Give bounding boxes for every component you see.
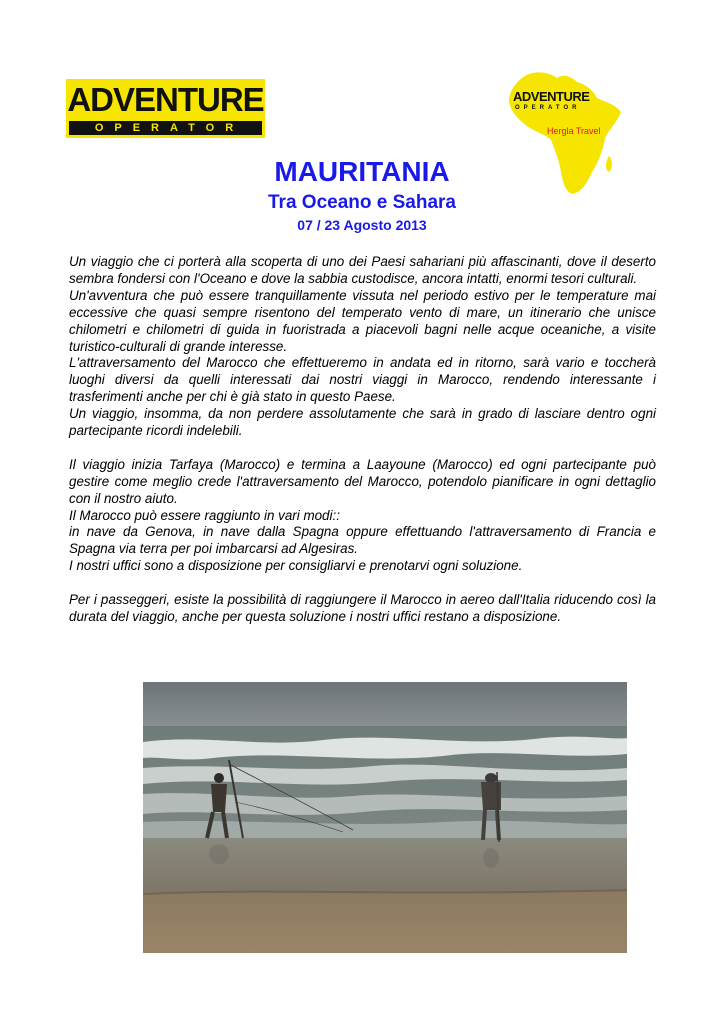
paragraph: Per i passeggeri, esiste la possibilità di raggiungere il Marocco in aereo dall'Italia riducendo così la durata del viaggio, anche per questa soluzione i nostri uffici restano a disposizione. — [69, 592, 656, 624]
paragraph: Il Marocco può essere raggiunto in vari modi:: — [69, 507, 340, 523]
page-title: MAURITANIA — [274, 156, 450, 187]
beach-scene-image — [143, 682, 627, 953]
paragraph: in nave da Genova, in nave dalla Spagna oppure effettuando l'attraversamento di Francia e Spagna via terra per poi imbarcarsi ad Algesiras. — [69, 524, 656, 557]
paragraph: Un'avventura che può essere tranquillamente vissuta nel periodo estivo per le temperature mai eccessive che quasi sempre risentono del temperato vento di mare, un itinerario che unisce chilometri e chilometri di guida in fuoristrada a piacevoli bagni nelle acque oceaniche, a visite turistico-culturali di grande interesse. — [69, 287, 656, 354]
logo-subtitle: OPERATOR — [515, 105, 581, 111]
paragraph: Un viaggio, insomma, da non perdere assolutamente che sarà in grado di lasciare dentro ogni partecipante ricordi indelebili. — [69, 406, 656, 439]
page-subtitle: Tra Oceano e Sahara — [268, 192, 456, 213]
paragraph: Il viaggio inizia Tarfaya (Marocco) e termina a Laayoune (Marocco) ed ogni partecipante può gestire come meglio crede l'attraversamento del Marocco, potendolo pianificare in ogni dettaglio con il nostro aiuto. — [69, 456, 656, 506]
paragraph-spacer — [69, 575, 656, 592]
logo-wordmark: ADVENTURE — [513, 89, 590, 104]
logo-tagline: Hergla Travel — [547, 126, 601, 136]
logo-wordmark: ADVENTURE — [67, 81, 264, 118]
trip-dates: 07 / 23 Agosto 2013 — [297, 217, 427, 233]
logo-subtitle: OPERATOR — [94, 122, 245, 134]
paragraph-spacer — [69, 440, 656, 457]
adventure-operator-logo — [66, 79, 265, 138]
description-text — [69, 254, 656, 626]
paragraph: L'attraversamento del Marocco che effettueremo in andata ed in ritorno, sarà vario e toccherà luoghi diversi da quelli interessati dai nostri viaggi in Marocco, rendendo interessante i trasferimenti anche per chi è già stato in questo Paese. — [69, 355, 656, 405]
paragraph: Un viaggio che ci porterà alla scoperta di uno dei Paesi sahariani più affascinanti, dove il deserto sembra fondersi con l'Oceano e dove la sabbia custodisce, ancora intatti, enormi tesori culturali. — [69, 254, 656, 286]
beach-fishermen-photo — [143, 682, 627, 953]
paragraph: I nostri uffici sono a disposizione per consigliarvi e prenotarvi ogni soluzione. — [69, 558, 523, 574]
